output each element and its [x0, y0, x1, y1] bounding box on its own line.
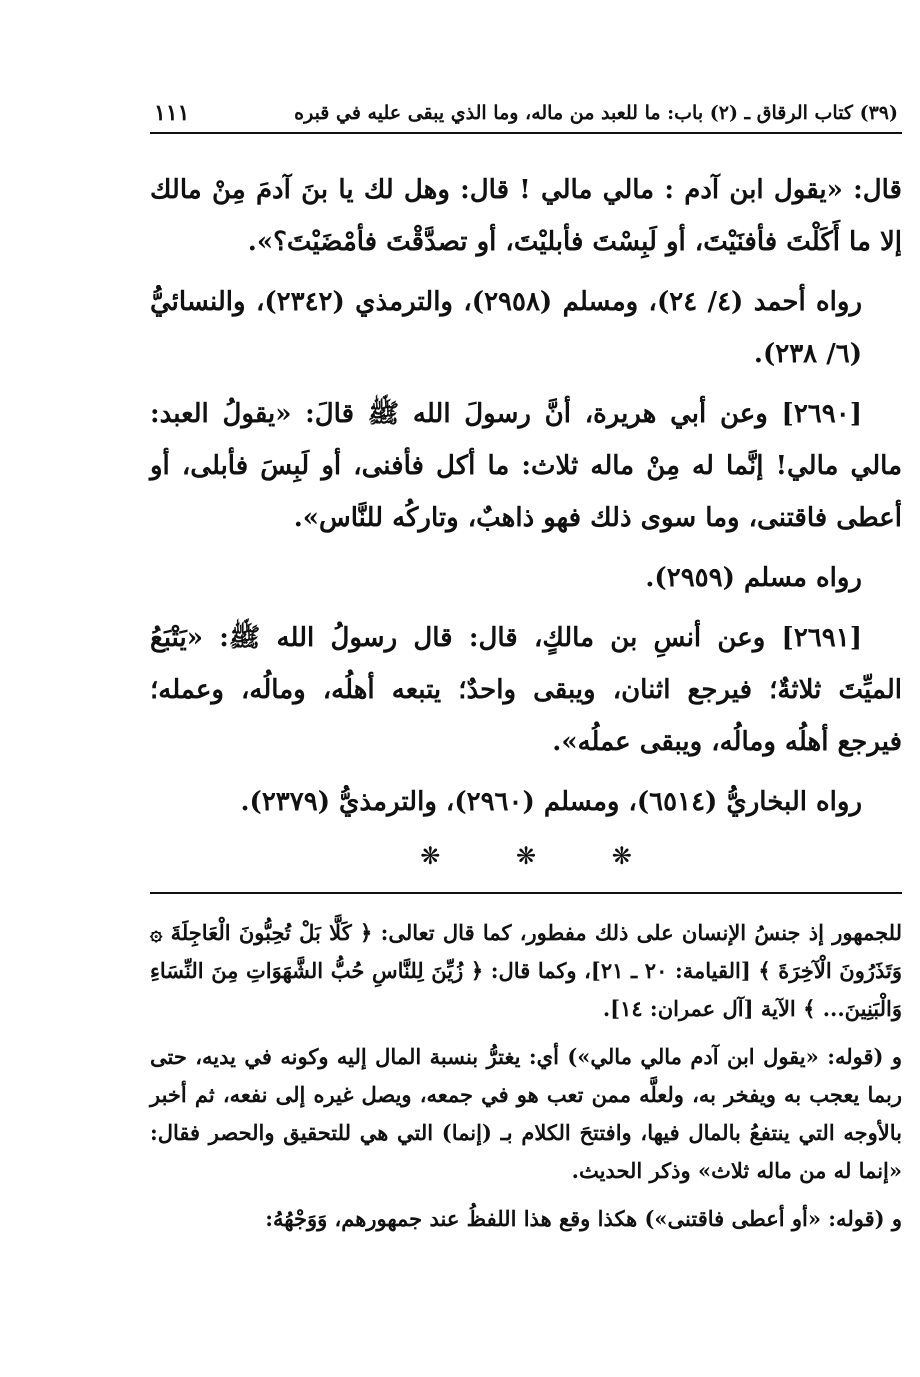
- commentary-paragraph: للجمهور إذ جنسُ الإنسان على ذلك مفطور، كما قال تعالى: ﴿ كَلَّا بَلْ تُحِبُّونَ الْعَاجِلَةَ ۞ وَتَذَرُونَ الْآخِرَةَ ﴾ [القيامة: ٢٠ ـ ٢١]، وكما قال: ﴿ زُيِّنَ لِلنَّاسِ حُبُّ الشَّهَوَاتِ مِنَ النِّسَاءِ وَالْبَنِينَ... ﴾ الآية [آل عمران: ١٤].: [150, 920, 902, 1021]
- footnote-divider: [150, 892, 902, 894]
- page-header: [150, 92, 902, 134]
- section-ornaments: [150, 842, 902, 870]
- ornament-star: ❋: [515, 842, 537, 870]
- page-number: ١١١: [154, 100, 190, 126]
- hadith-source: رواه مسلم (٢٩٥٩).: [645, 563, 862, 593]
- ornament-star: ❋: [420, 842, 441, 870]
- commentary-paragraph: و (قوله: «يقول ابن آدم مالي مالي») أي: يغترُّ بنسبة المال إليه وكونه في يديه، حتى ربما يعجب به ويفخر به، ولعلَّه ممن تعب هو في جمعه، ويصل غيره إلى نفعه، ثم أخبر بالأوجه التي ينتفعُ بالمال فيها، وافتتحَ الكلام بـ (إنما) التي هي للتحقيق والحصر فقال: «إنما له من ماله ثلاث» وذكر الحديث.: [150, 1044, 902, 1183]
- hadith-2690: [٢٦٩٠] وعن أبي هريرة، أنَّ رسولَ الله ﷺ قالَ: «يقولُ العبد: مالي مالي! إنَّما له مِنْ ماله ثلاث: ما أكل فأفنى، أو لَبِسَ فأبلى، أو أعطى فاقتنى، وما سوى ذلك فهو ذاهبٌ، وتاركُه للنَّاس».: [150, 399, 902, 533]
- hadith-text: قال: «يقول ابن آدم : مالي مالي ! قال: وهل لك يا بنَ آدمَ مِنْ مالك إلا ما أَكَلْتَ فأفنَيْتَ، أو لَبِسْتَ فأبليْتَ، أو تصدَّقْتَ فأمْضَيْتَ؟».: [150, 175, 902, 257]
- main-text: [150, 164, 902, 828]
- hadith-source: رواه البخاريُّ (٦٥١٤)، ومسلم (٢٩٦٠)، والترمذيُّ (٢٣٧٩).: [240, 787, 862, 817]
- commentary: [150, 914, 902, 1238]
- commentary-paragraph: و (قوله: «أو أعطى فاقتنى») هكذا وقع هذا اللفظُ عند جمهورهم، وَوَجْهُهُ:: [265, 1206, 902, 1231]
- book-page: [150, 92, 902, 1248]
- hadith-source: رواه أحمد (٤/ ٢٤)، ومسلم (٢٩٥٨)، والترمذي (٢٣٤٢)، والنسائيُّ (٦/ ٢٣٨).: [150, 287, 863, 369]
- hadith-2691: [٢٦٩١] وعن أنسِ بن مالكٍ، قال: قال رسولُ الله ﷺ: «يَتْبَعُ الميِّتَ ثلاثةٌ؛ فيرجع اثنان، ويبقى واحدٌ؛ يتبعه أهلُه، ومالُه، وعمله؛ فيرجع أهلُه ومالُه، ويبقى عملُه».: [150, 623, 902, 757]
- running-title: (٣٩) كتاب الرقاق ـ (٢) باب: ما للعبد من ماله، وما الذي يبقى عليه في قبره: [294, 102, 898, 124]
- ornament-star: ❋: [611, 842, 632, 870]
